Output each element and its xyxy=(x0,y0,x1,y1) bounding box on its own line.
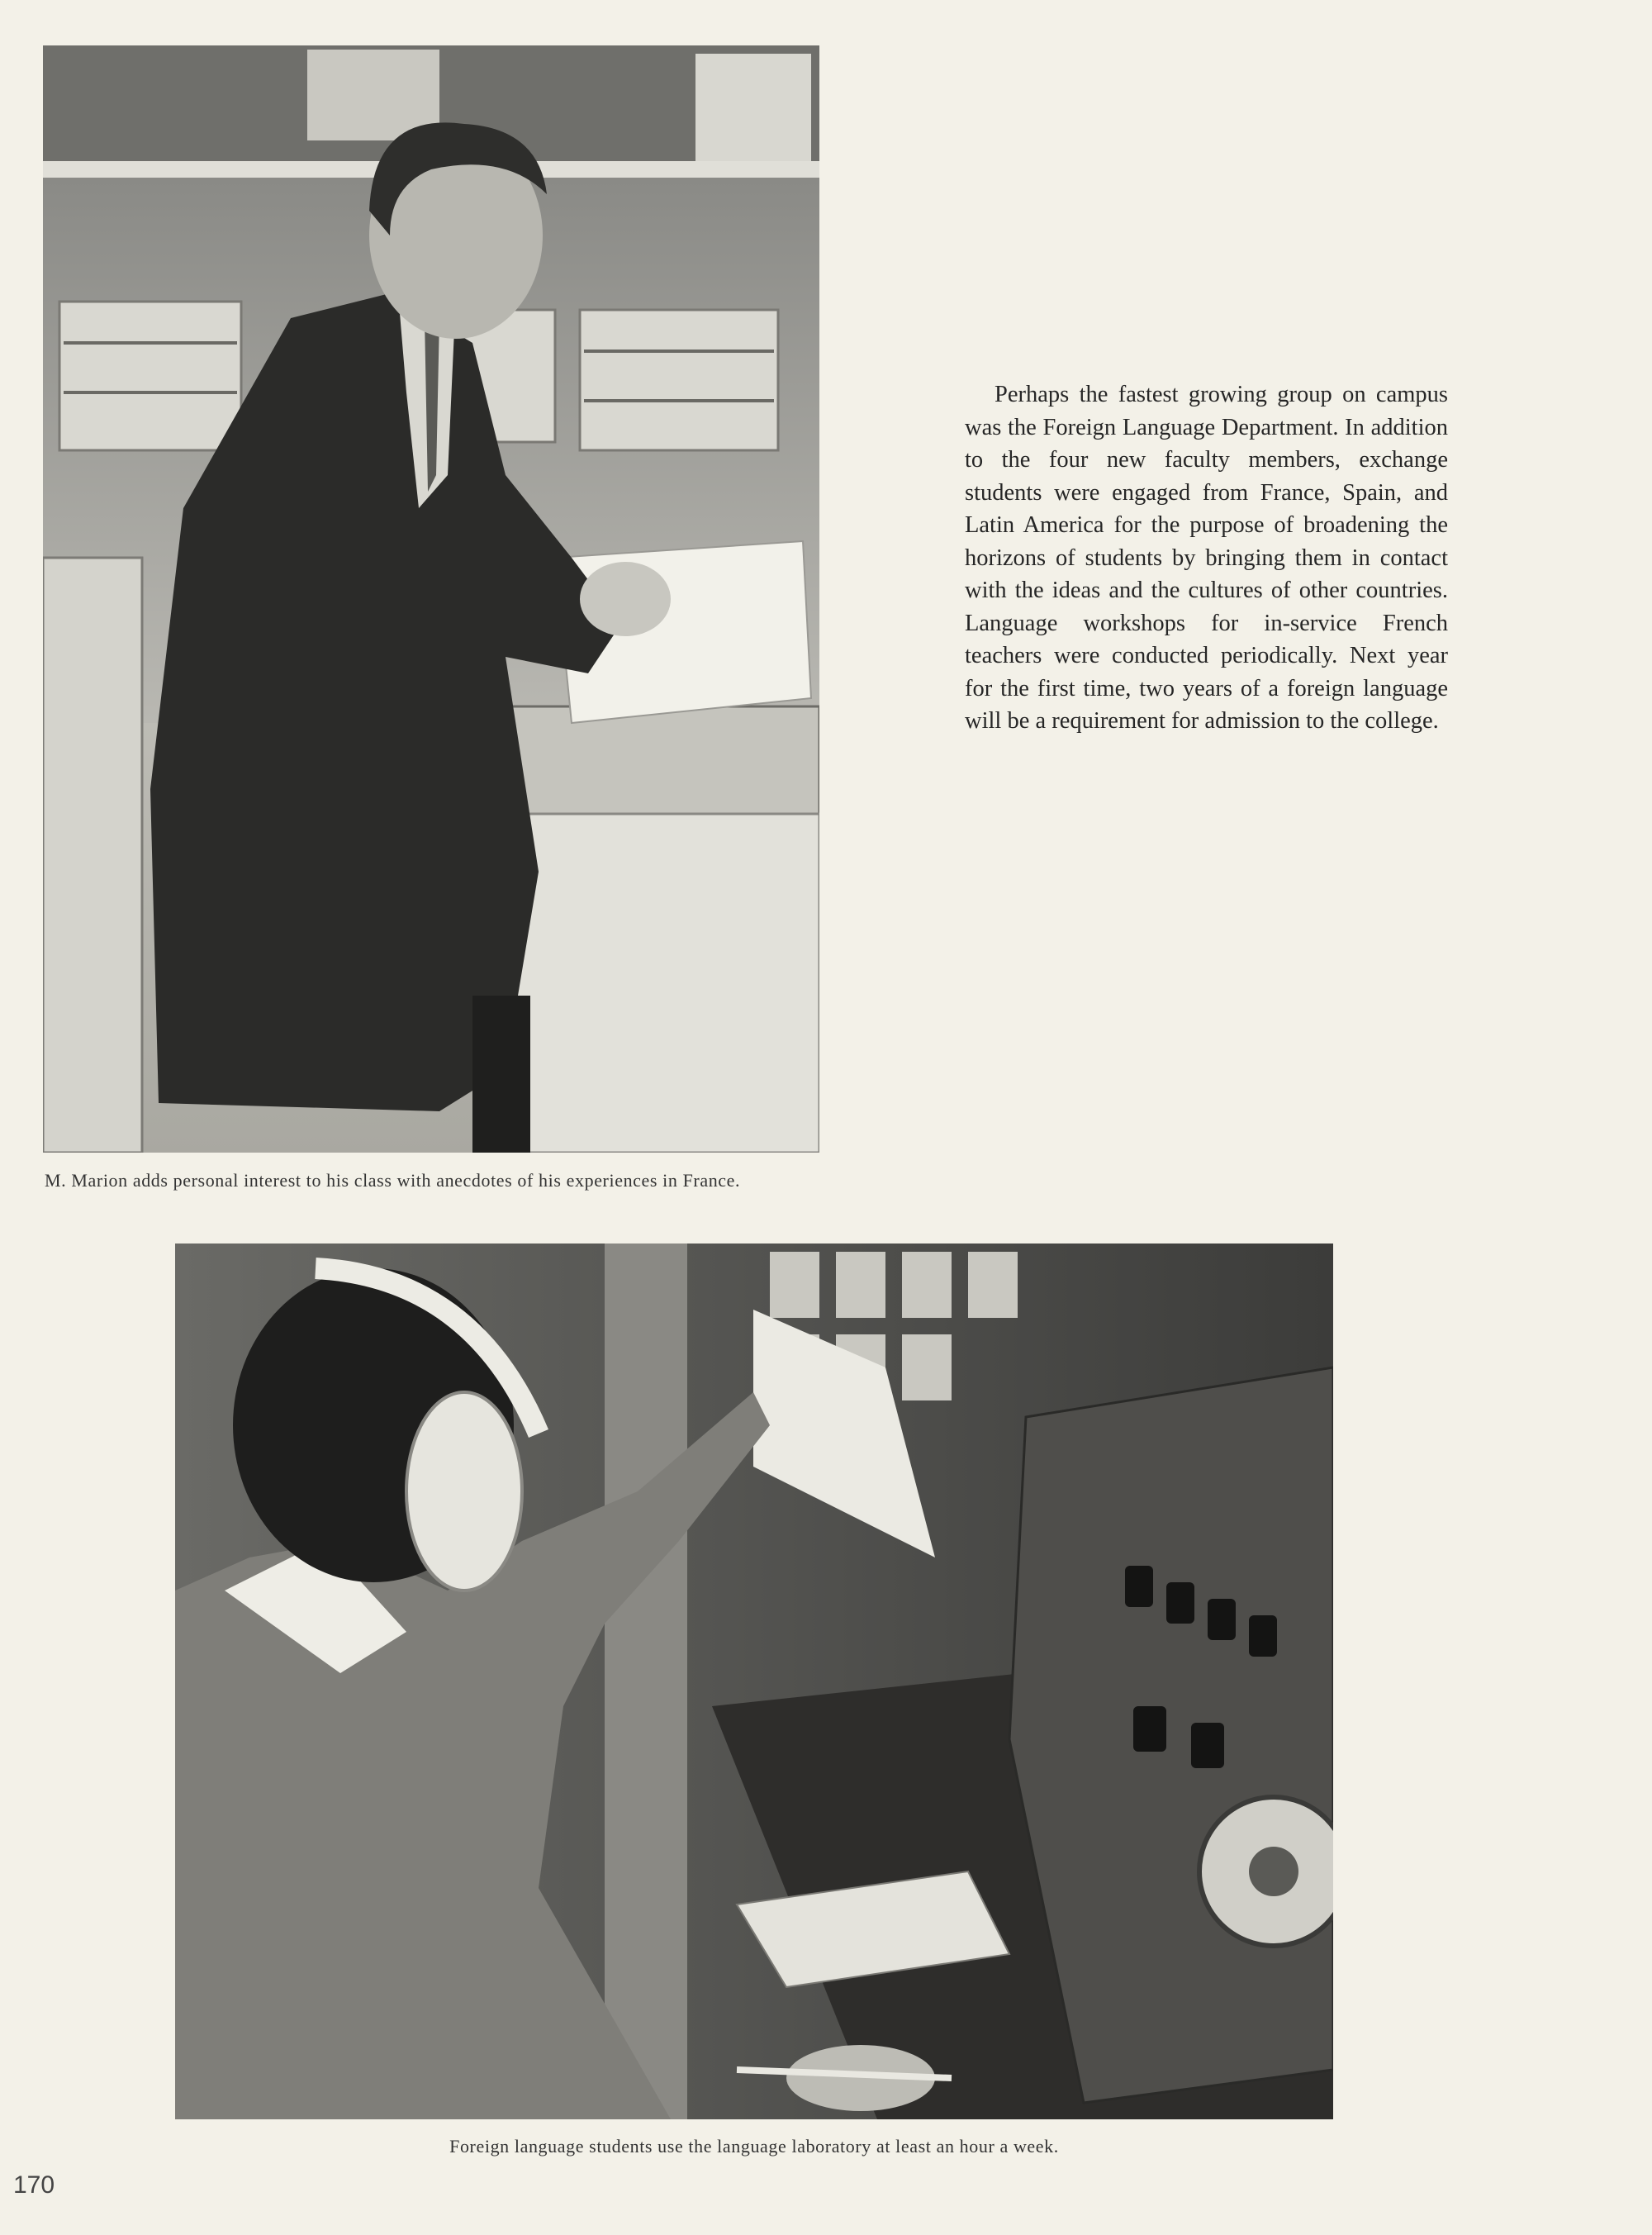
instructor-photo-caption: M. Marion adds personal interest to his class with anecdotes of his experiences in France. xyxy=(45,1170,741,1191)
article-paragraph: Perhaps the fastest growing group on campus was the Foreign Language Department. In addition to the four new faculty members, exchange students were engaged from France, Spain, and Latin America for the purpose of broadening the horizons of students by bringing them in contact with the ideas and the cultures of other countries. Language workshops for in-service French teachers were conducted periodically. Next year for the first time, two years of a foreign language will be a requirement for admission to the college. xyxy=(965,382,1448,734)
instructor-photo-image xyxy=(43,45,819,1153)
instructor-photo xyxy=(43,45,819,1153)
language-lab-photo-caption: Foreign language students use the language laboratory at least an hour a week. xyxy=(449,2136,1059,2157)
language-lab-photo xyxy=(175,1244,1333,2119)
page-number: 170 xyxy=(13,2171,55,2199)
language-lab-photo-image xyxy=(175,1244,1333,2119)
